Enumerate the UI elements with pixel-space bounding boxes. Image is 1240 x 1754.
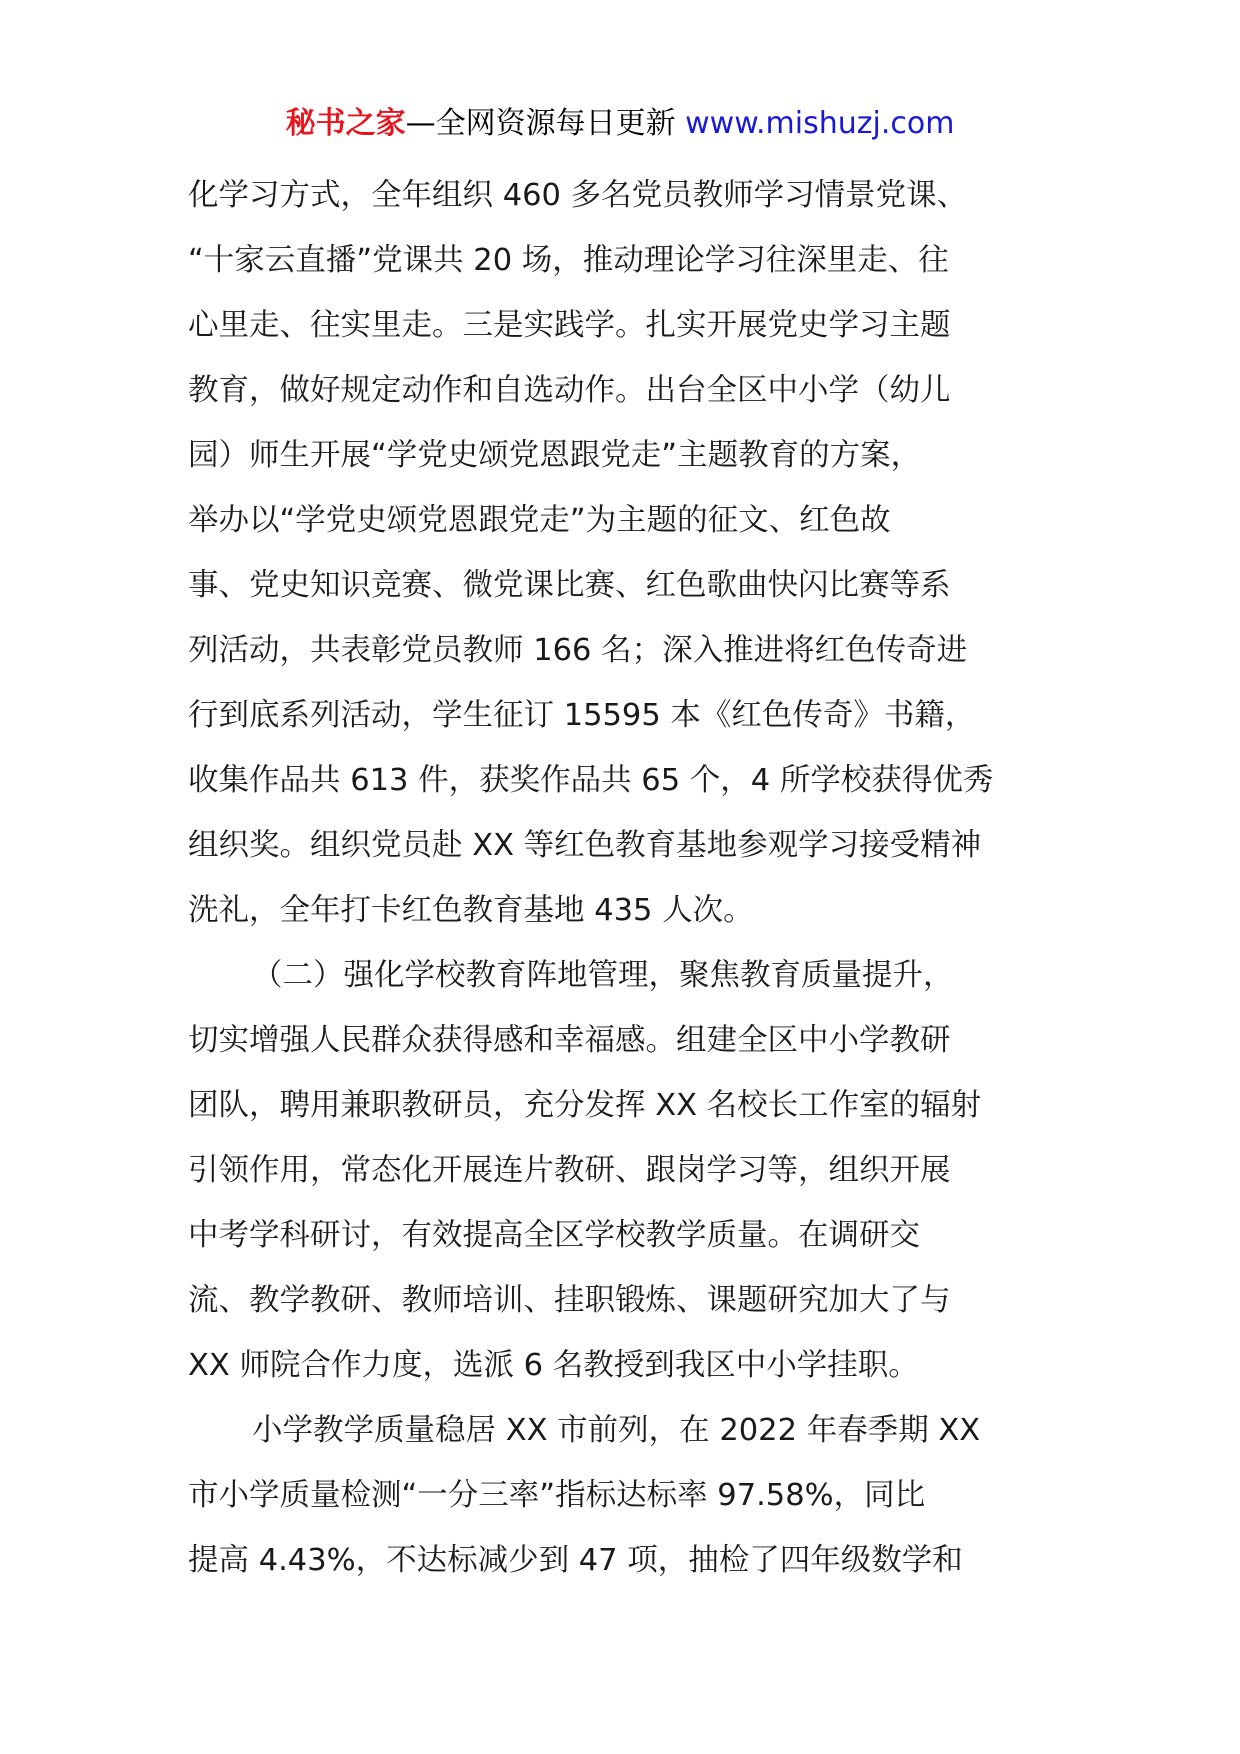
- text-line: 引领作用，常态化开展连片教研、跟岗学习等，组织开展: [188, 1153, 951, 1188]
- paragraph-start-line: 小学教学质量稳居 XX 市前列，在 2022 年春季期 XX: [252, 1413, 981, 1448]
- text-line: “十家云直播”党课共 20 场，推动理论学习往深里走、往: [188, 243, 949, 278]
- text-line: 化学习方式，全年组织 460 多名党员教师学习情景党课、: [188, 178, 968, 213]
- text-line: 园）师生开展“学党史颂党恩跟党走”主题教育的方案，: [188, 438, 922, 473]
- site-url-link[interactable]: www.mishuzj.com: [685, 106, 955, 141]
- site-header: [0, 104, 1240, 144]
- text-line: 提高 4.43%，不达标减少到 47 项，抽检了四年级数学和: [188, 1543, 963, 1578]
- text-line: 切实增强人民群众获得感和幸福感。组建全区中小学教研: [188, 1023, 951, 1058]
- document-body: [188, 163, 1048, 1593]
- text-line: 列活动，共表彰党员教师 166 名；深入推进将红色传奇进: [188, 633, 968, 668]
- text-line: 洗礼，全年打卡红色教育基地 435 人次。: [188, 893, 754, 928]
- text-line: 组织奖。组织党员赴 XX 等红色教育基地参观学习接受精神: [188, 828, 982, 863]
- text-line: 事、党史知识竞赛、微党课比赛、红色歌曲快闪比赛等系: [188, 568, 951, 603]
- header-tagline: —全网资源每日更新: [405, 106, 676, 141]
- text-line: 中考学科研讨，有效提高全区学校教学质量。在调研交: [188, 1218, 920, 1253]
- text-line: 团队，聘用兼职教研员，充分发挥 XX 名校长工作室的辐射: [188, 1088, 982, 1123]
- text-line: 收集作品共 613 件，获奖作品共 65 个，4 所学校获得优秀: [188, 763, 994, 798]
- text-line: 市小学质量检测“一分三率”指标达标率 97.58%，同比: [188, 1478, 926, 1513]
- text-line: 流、教学教研、教师培训、挂职锻炼、课题研究加大了与: [188, 1283, 951, 1318]
- text-line: XX 师院合作力度，选派 6 名教授到我区中小学挂职。: [188, 1348, 919, 1383]
- text-line: 教育，做好规定动作和自选动作。出台全区中小学（幼儿: [188, 373, 951, 408]
- text-line: 举办以“学党史颂党恩跟党走”为主题的征文、红色故: [188, 503, 891, 538]
- text-line: 行到底系列活动，学生征订 15595 本《红色传奇》书籍，: [188, 698, 976, 733]
- section-heading-line: （二）强化学校教育阵地管理，聚焦教育质量提升，: [252, 958, 954, 993]
- brand-name: 秘书之家: [285, 106, 406, 141]
- text-line: 心里走、往实里走。三是实践学。扎实开展党史学习主题: [188, 308, 951, 343]
